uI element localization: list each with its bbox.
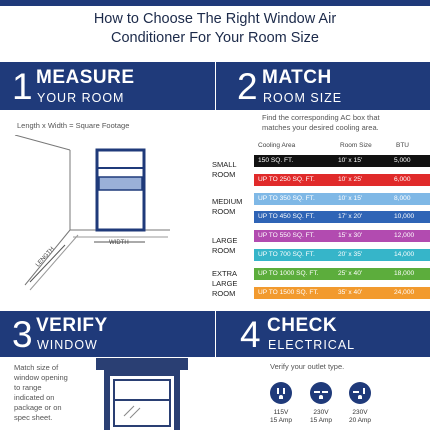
btu-row — [254, 287, 430, 299]
room-size-cell: 10' x 15' — [338, 157, 363, 164]
room-size-cell: 15' x 30' — [338, 232, 363, 239]
cooling-area-cell: UP TO 550 SQ. FT. — [258, 232, 315, 239]
btu-cell: 12,000 — [394, 232, 415, 239]
step-4-subtitle: ELECTRICAL — [268, 338, 356, 352]
room-size-cell: 10' x 25' — [338, 176, 363, 183]
room-large: LARGE ROOM — [212, 236, 238, 255]
verify-description: Match size of window opening to range indicated on package or on spec sheet. — [14, 363, 68, 422]
btu-row — [254, 268, 430, 280]
cooling-area-cell: UP TO 350 SQ. FT. — [258, 195, 315, 202]
room-size-cell: 10' x 15' — [338, 195, 363, 202]
btu-row — [254, 249, 430, 261]
window-ac-drawing — [97, 150, 144, 230]
btu-row — [254, 230, 430, 242]
title-line-1: How to Choose The Right Window Air — [93, 11, 337, 27]
room-size-cell: 25' x 40' — [338, 270, 363, 277]
cooling-area-cell: UP TO 1500 SQ. FT. — [258, 289, 319, 296]
step-1-title: MEASURE — [36, 67, 135, 88]
cooling-area-cell: 150 SQ. FT. — [258, 157, 294, 164]
band-divider — [215, 62, 216, 110]
band-steps-1-2 — [0, 62, 430, 110]
btu-cell: 5,000 — [394, 157, 411, 164]
band-steps-3-4 — [0, 311, 430, 357]
step-3-title: VERIFY — [36, 315, 108, 336]
band-divider-2 — [215, 311, 216, 357]
square-footage-formula: Length x Width = Square Footage — [17, 121, 130, 130]
room-size-cell: 35' x 40' — [338, 289, 363, 296]
window-frame-icon — [88, 358, 208, 430]
step-2-title: MATCH — [262, 67, 332, 88]
btu-row — [254, 155, 430, 167]
page-title — [0, 10, 430, 48]
cooling-area-cell: UP TO 1000 SQ. FT. — [258, 270, 319, 277]
step-3-number: 3 — [12, 314, 33, 355]
width-label: WIDTH — [109, 240, 129, 246]
room-extra-large: EXTRA LARGE ROOM — [212, 269, 238, 298]
btu-cell: 8,000 — [394, 195, 411, 202]
btu-cell: 18,000 — [394, 270, 415, 277]
room-medium: MEDIUM ROOM — [212, 197, 243, 216]
header-btu: BTU — [396, 142, 409, 149]
outlet-icon-230v-20a — [348, 381, 372, 405]
btu-cell: 14,000 — [394, 251, 415, 258]
room-small: SMALL ROOM — [212, 160, 237, 179]
btu-cell: 24,000 — [394, 289, 415, 296]
cooling-area-cell: UP TO 700 SQ. FT. — [258, 251, 315, 258]
btu-row — [254, 174, 430, 186]
step-1-subtitle: YOUR ROOM — [37, 91, 125, 105]
room-size-cell: 20' x 35' — [338, 251, 363, 258]
step-1-number: 1 — [12, 66, 33, 107]
header-cooling-area: Cooling Area — [258, 142, 296, 149]
match-desc-line-2: matches your desired cooling area. — [262, 123, 379, 132]
room-size-cell: 17' x 20' — [338, 213, 363, 220]
title-line-2: Conditioner For Your Room Size — [111, 30, 319, 46]
cooling-area-cell: UP TO 250 SQ. FT. — [258, 176, 315, 183]
btu-row — [254, 193, 430, 205]
outlet-icon-115v-15a — [269, 381, 293, 405]
step-3-subtitle: WINDOW — [37, 338, 98, 352]
outlet-icon-230v-15a — [309, 381, 333, 405]
outlet-label-3: 230V 20 Amp — [348, 409, 372, 424]
step-2-number: 2 — [237, 66, 258, 107]
step-2-subtitle: ROOM SIZE — [263, 91, 343, 105]
length-label: LENGTH — [35, 246, 56, 269]
step-4-number: 4 — [240, 314, 261, 355]
top-bar — [0, 0, 430, 6]
outlet-label-1: 115V 15 Amp — [269, 409, 293, 424]
outlet-label-2: 230V 15 Amp — [309, 409, 333, 424]
match-description — [262, 113, 380, 133]
step-4-title: CHECK — [267, 315, 338, 336]
btu-cell: 10,000 — [394, 213, 415, 220]
wall-top-line — [15, 135, 70, 150]
room-diagram — [10, 135, 180, 295]
btu-cell: 6,000 — [394, 176, 411, 183]
cooling-area-cell: UP TO 450 SQ. FT. — [258, 213, 315, 220]
match-desc-line-1: Find the corresponding AC box that — [262, 113, 380, 122]
btu-row — [254, 211, 430, 223]
outlet-description: Verify your outlet type. — [270, 362, 345, 371]
header-room-size: Room Size — [340, 142, 372, 149]
